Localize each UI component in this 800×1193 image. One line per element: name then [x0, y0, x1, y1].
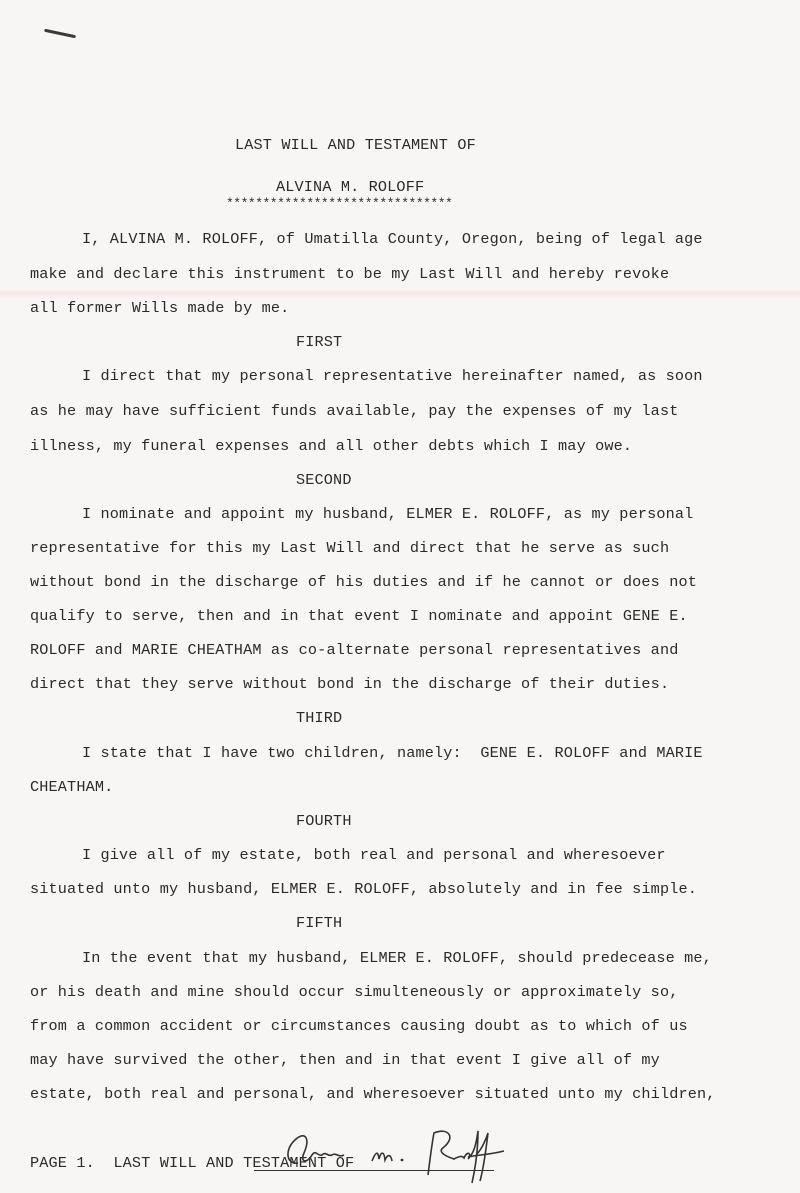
- section-line: I direct that my personal representative hereinafter named, as soon: [82, 367, 703, 385]
- section-line: situated unto my husband, ELMER E. ROLOFF, absolutely and in fee simple.: [30, 880, 698, 898]
- section-line: estate, both real and personal, and wheresoever situated unto my children,: [30, 1085, 716, 1103]
- page-footer: PAGE 1. LAST WILL AND TESTAMENT OF: [30, 1154, 355, 1172]
- section-line: as he may have sufficient funds available, pay the expenses of my last: [30, 402, 679, 420]
- section-line: or his death and mine should occur simulteneously or approximately so,: [30, 983, 679, 1001]
- section-line: representative for this my Last Will and direct that he serve as such: [30, 539, 670, 557]
- intro-line: I, ALVINA M. ROLOFF, of Umatilla County, Oregon, being of legal age: [82, 230, 703, 248]
- section-line: ROLOFF and MARIE CHEATHAM as co-alternate personal representatives and: [30, 641, 679, 659]
- section-line: without bond in the discharge of his duties and if he cannot or does not: [30, 573, 698, 591]
- section-heading-first: FIRST: [296, 333, 343, 351]
- section-heading-third: THIRD: [296, 709, 343, 727]
- section-line: from a common accident or circumstances causing doubt as to which of us: [30, 1017, 688, 1035]
- section-line: In the event that my husband, ELMER E. ROLOFF, should predecease me,: [82, 949, 712, 967]
- section-line: I state that I have two children, namely: GENE E. ROLOFF and MARIE: [82, 744, 703, 762]
- section-line: illness, my funeral expenses and all other debts which I may owe.: [30, 437, 633, 455]
- paper-crease: [0, 288, 800, 298]
- title-divider-stars: *******************************: [226, 196, 453, 211]
- section-line: may have survived the other, then and in that event I give all of my: [30, 1051, 660, 1069]
- section-line: CHEATHAM.: [30, 778, 114, 796]
- signature-image: [278, 1125, 508, 1185]
- section-heading-fourth: FOURTH: [296, 812, 352, 830]
- section-line: I nominate and appoint my husband, ELMER E. ROLOFF, as my personal: [82, 505, 694, 523]
- section-line: qualify to serve, then and in that event I nominate and appoint GENE E.: [30, 607, 688, 625]
- staple-mark: [44, 29, 76, 39]
- section-heading-second: SECOND: [296, 471, 352, 489]
- section-line: I give all of my estate, both real and personal and wheresoever: [82, 846, 666, 864]
- intro-line: make and declare this instrument to be my Last Will and hereby revoke: [30, 265, 670, 283]
- section-heading-fifth: FIFTH: [296, 914, 343, 932]
- document-title: LAST WILL AND TESTAMENT OF: [235, 136, 476, 154]
- section-line: direct that they serve without bond in the discharge of their duties.: [30, 675, 670, 693]
- intro-line: all former Wills made by me.: [30, 299, 290, 317]
- testator-name: ALVINA M. ROLOFF: [276, 178, 425, 196]
